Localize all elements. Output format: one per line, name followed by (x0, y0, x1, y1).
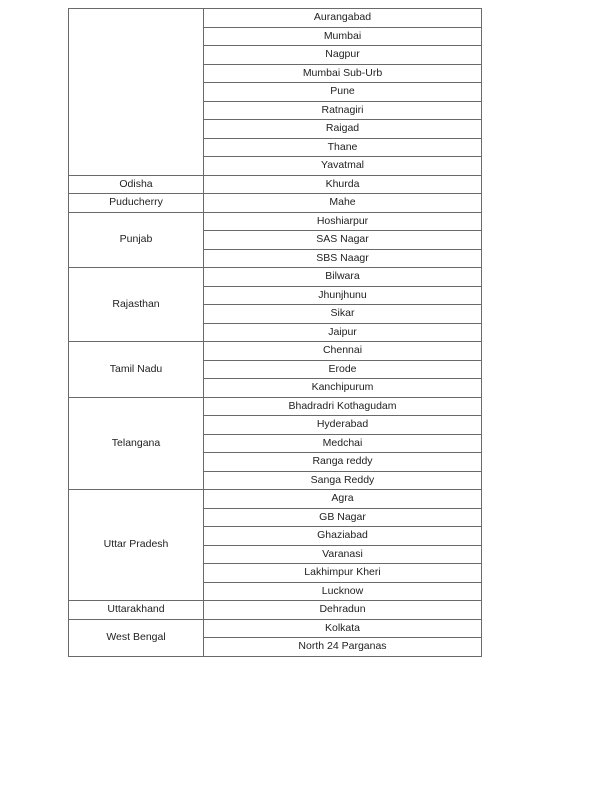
state-cell: Punjab (69, 212, 204, 268)
city-cell: SAS Nagar (204, 231, 482, 250)
state-cell: Rajasthan (69, 268, 204, 342)
city-cell: Varanasi (204, 545, 482, 564)
table-row (69, 490, 482, 509)
city-cell: Jaipur (204, 323, 482, 342)
city-cell: Khurda (204, 175, 482, 194)
table-row (69, 397, 482, 416)
table-row (69, 601, 482, 620)
city-cell: Sikar (204, 305, 482, 324)
city-cell: Yavatmal (204, 157, 482, 176)
city-cell: Aurangabad (204, 9, 482, 28)
city-cell: Nagpur (204, 46, 482, 65)
table-body (69, 9, 482, 657)
city-cell: Dehradun (204, 601, 482, 620)
city-cell: Hyderabad (204, 416, 482, 435)
city-cell: Sanga Reddy (204, 471, 482, 490)
state-city-table (68, 8, 482, 657)
table-row (69, 175, 482, 194)
state-cell: Uttar Pradesh (69, 490, 204, 601)
city-cell: SBS Naagr (204, 249, 482, 268)
table-row (69, 194, 482, 213)
state-cell: Odisha (69, 175, 204, 194)
city-cell: Lakhimpur Kheri (204, 564, 482, 583)
city-cell: Ranga reddy (204, 453, 482, 472)
city-cell: Bilwara (204, 268, 482, 287)
state-cell: Telangana (69, 397, 204, 490)
city-cell: Lucknow (204, 582, 482, 601)
state-cell: West Bengal (69, 619, 204, 656)
city-cell: Jhunjhunu (204, 286, 482, 305)
city-cell: GB Nagar (204, 508, 482, 527)
city-cell: Thane (204, 138, 482, 157)
city-cell: Mahe (204, 194, 482, 213)
city-cell: Mumbai Sub-Urb (204, 64, 482, 83)
city-cell: Ratnagiri (204, 101, 482, 120)
city-cell: Medchai (204, 434, 482, 453)
table-row (69, 212, 482, 231)
city-cell: Erode (204, 360, 482, 379)
city-cell: Agra (204, 490, 482, 509)
state-cell: Tamil Nadu (69, 342, 204, 398)
table-row (69, 342, 482, 361)
city-cell: Ghaziabad (204, 527, 482, 546)
city-cell: Chennai (204, 342, 482, 361)
city-cell: Kolkata (204, 619, 482, 638)
table-row (69, 268, 482, 287)
city-cell: Mumbai (204, 27, 482, 46)
city-cell: North 24 Parganas (204, 638, 482, 657)
state-cell: Uttarakhand (69, 601, 204, 620)
city-cell: Kanchipurum (204, 379, 482, 398)
table-row (69, 9, 482, 28)
city-cell: Bhadradri Kothagudam (204, 397, 482, 416)
city-cell: Pune (204, 83, 482, 102)
table-row (69, 619, 482, 638)
city-cell: Hoshiarpur (204, 212, 482, 231)
city-cell: Raigad (204, 120, 482, 139)
state-cell: Puducherry (69, 194, 204, 213)
state-cell (69, 9, 204, 176)
